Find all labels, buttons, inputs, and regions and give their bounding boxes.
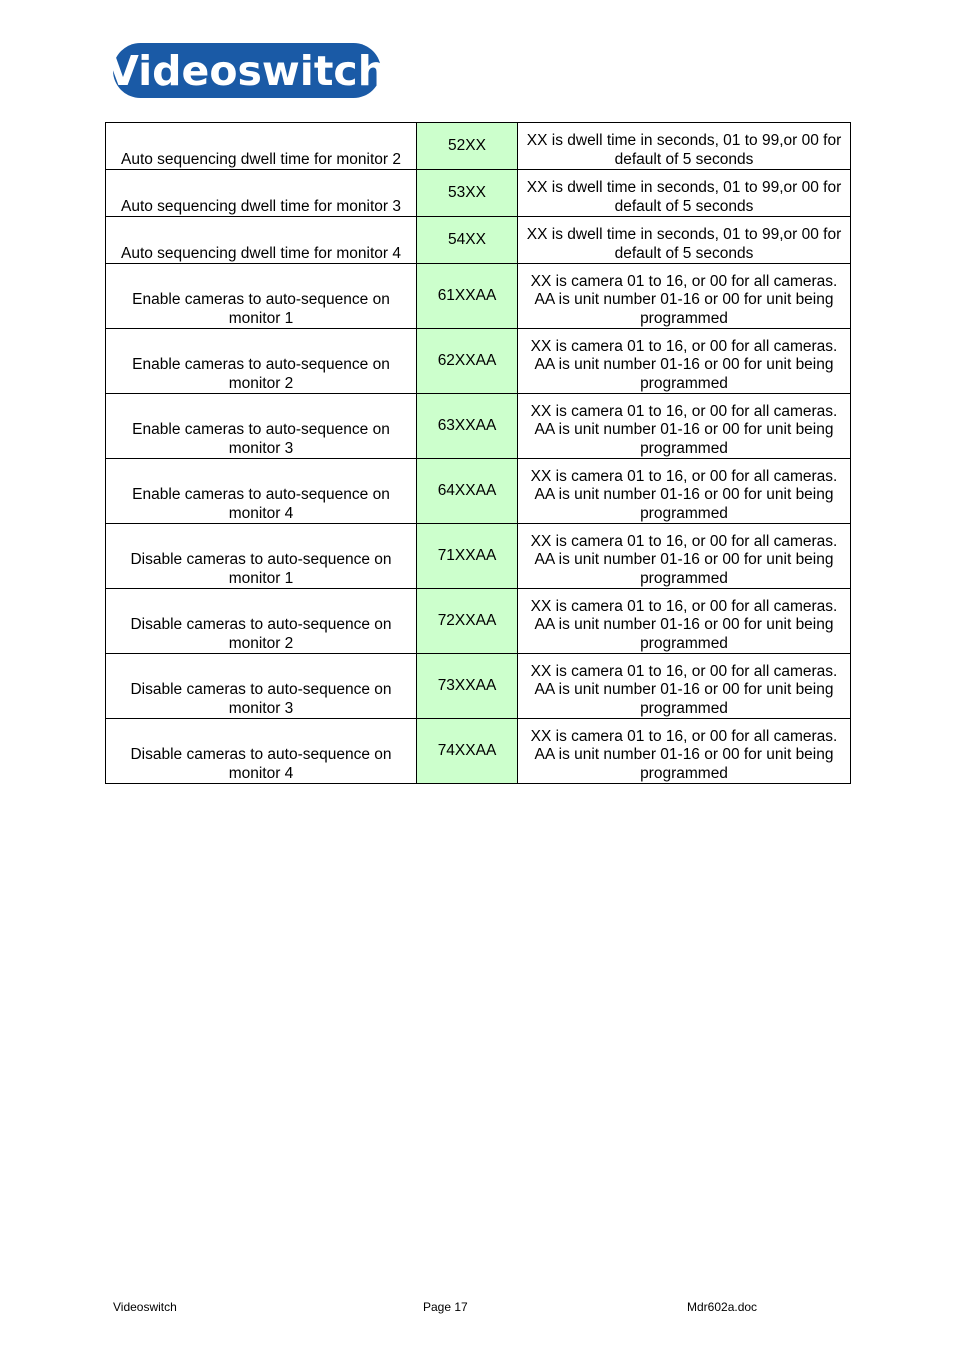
- footer-page-number: Page 17: [423, 1300, 468, 1314]
- notes-cell: XX is camera 01 to 16, or 00 for all cameras. AA is unit number 01-16 or 00 for unit being programmed: [518, 394, 851, 459]
- table-row: [106, 264, 851, 329]
- function-cell: Enable cameras to auto-sequence on monitor 3: [106, 394, 417, 459]
- videoswitch-logo: [107, 43, 387, 98]
- code-cell: 52XX: [417, 123, 518, 170]
- notes-cell: XX is dwell time in seconds, 01 to 99,or 00 for default of 5 seconds: [518, 217, 851, 264]
- table-row: [106, 329, 851, 394]
- function-cell: Auto sequencing dwell time for monitor 4: [106, 217, 417, 264]
- code-cell: 62XXAA: [417, 329, 518, 394]
- table-row: [106, 459, 851, 524]
- function-cell: Auto sequencing dwell time for monitor 2: [106, 123, 417, 170]
- table-row: [106, 654, 851, 719]
- logo-text: Videoswitch: [107, 46, 387, 95]
- notes-cell: XX is dwell time in seconds, 01 to 99,or 00 for default of 5 seconds: [518, 123, 851, 170]
- table-row: [106, 217, 851, 264]
- notes-cell: XX is camera 01 to 16, or 00 for all cameras. AA is unit number 01-16 or 00 for unit being programmed: [518, 329, 851, 394]
- table-row: [106, 589, 851, 654]
- function-cell: Enable cameras to auto-sequence on monitor 4: [106, 459, 417, 524]
- notes-cell: XX is camera 01 to 16, or 00 for all cameras. AA is unit number 01-16 or 00 for unit being programmed: [518, 524, 851, 589]
- code-cell: 74XXAA: [417, 719, 518, 784]
- notes-cell: XX is dwell time in seconds, 01 to 99,or 00 for default of 5 seconds: [518, 170, 851, 217]
- command-code-table: [105, 122, 851, 784]
- code-cell: 61XXAA: [417, 264, 518, 329]
- table-row: [106, 394, 851, 459]
- code-cell: 72XXAA: [417, 589, 518, 654]
- function-cell: Disable cameras to auto-sequence on monitor 1: [106, 524, 417, 589]
- table-row: [106, 170, 851, 217]
- code-cell: 63XXAA: [417, 394, 518, 459]
- function-cell: Disable cameras to auto-sequence on monitor 2: [106, 589, 417, 654]
- function-cell: Auto sequencing dwell time for monitor 3: [106, 170, 417, 217]
- function-cell: Disable cameras to auto-sequence on monitor 3: [106, 654, 417, 719]
- notes-cell: XX is camera 01 to 16, or 00 for all cameras. AA is unit number 01-16 or 00 for unit being programmed: [518, 459, 851, 524]
- code-cell: 53XX: [417, 170, 518, 217]
- footer-filename: Mdr602a.doc: [687, 1300, 758, 1314]
- notes-cell: XX is camera 01 to 16, or 00 for all cameras. AA is unit number 01-16 or 00 for unit being programmed: [518, 719, 851, 784]
- code-cell: 71XXAA: [417, 524, 518, 589]
- code-cell: 54XX: [417, 217, 518, 264]
- function-cell: Disable cameras to auto-sequence on monitor 4: [106, 719, 417, 784]
- notes-cell: XX is camera 01 to 16, or 00 for all cameras. AA is unit number 01-16 or 00 for unit being programmed: [518, 264, 851, 329]
- table-row: [106, 123, 851, 170]
- code-cell: 64XXAA: [417, 459, 518, 524]
- notes-cell: XX is camera 01 to 16, or 00 for all cameras. AA is unit number 01-16 or 00 for unit being programmed: [518, 654, 851, 719]
- function-cell: Enable cameras to auto-sequence on monitor 2: [106, 329, 417, 394]
- table-row: [106, 524, 851, 589]
- footer-company: Videoswitch: [113, 1300, 177, 1314]
- table-row: [106, 719, 851, 784]
- notes-cell: XX is camera 01 to 16, or 00 for all cameras. AA is unit number 01-16 or 00 for unit being programmed: [518, 589, 851, 654]
- function-cell: Enable cameras to auto-sequence on monitor 1: [106, 264, 417, 329]
- code-cell: 73XXAA: [417, 654, 518, 719]
